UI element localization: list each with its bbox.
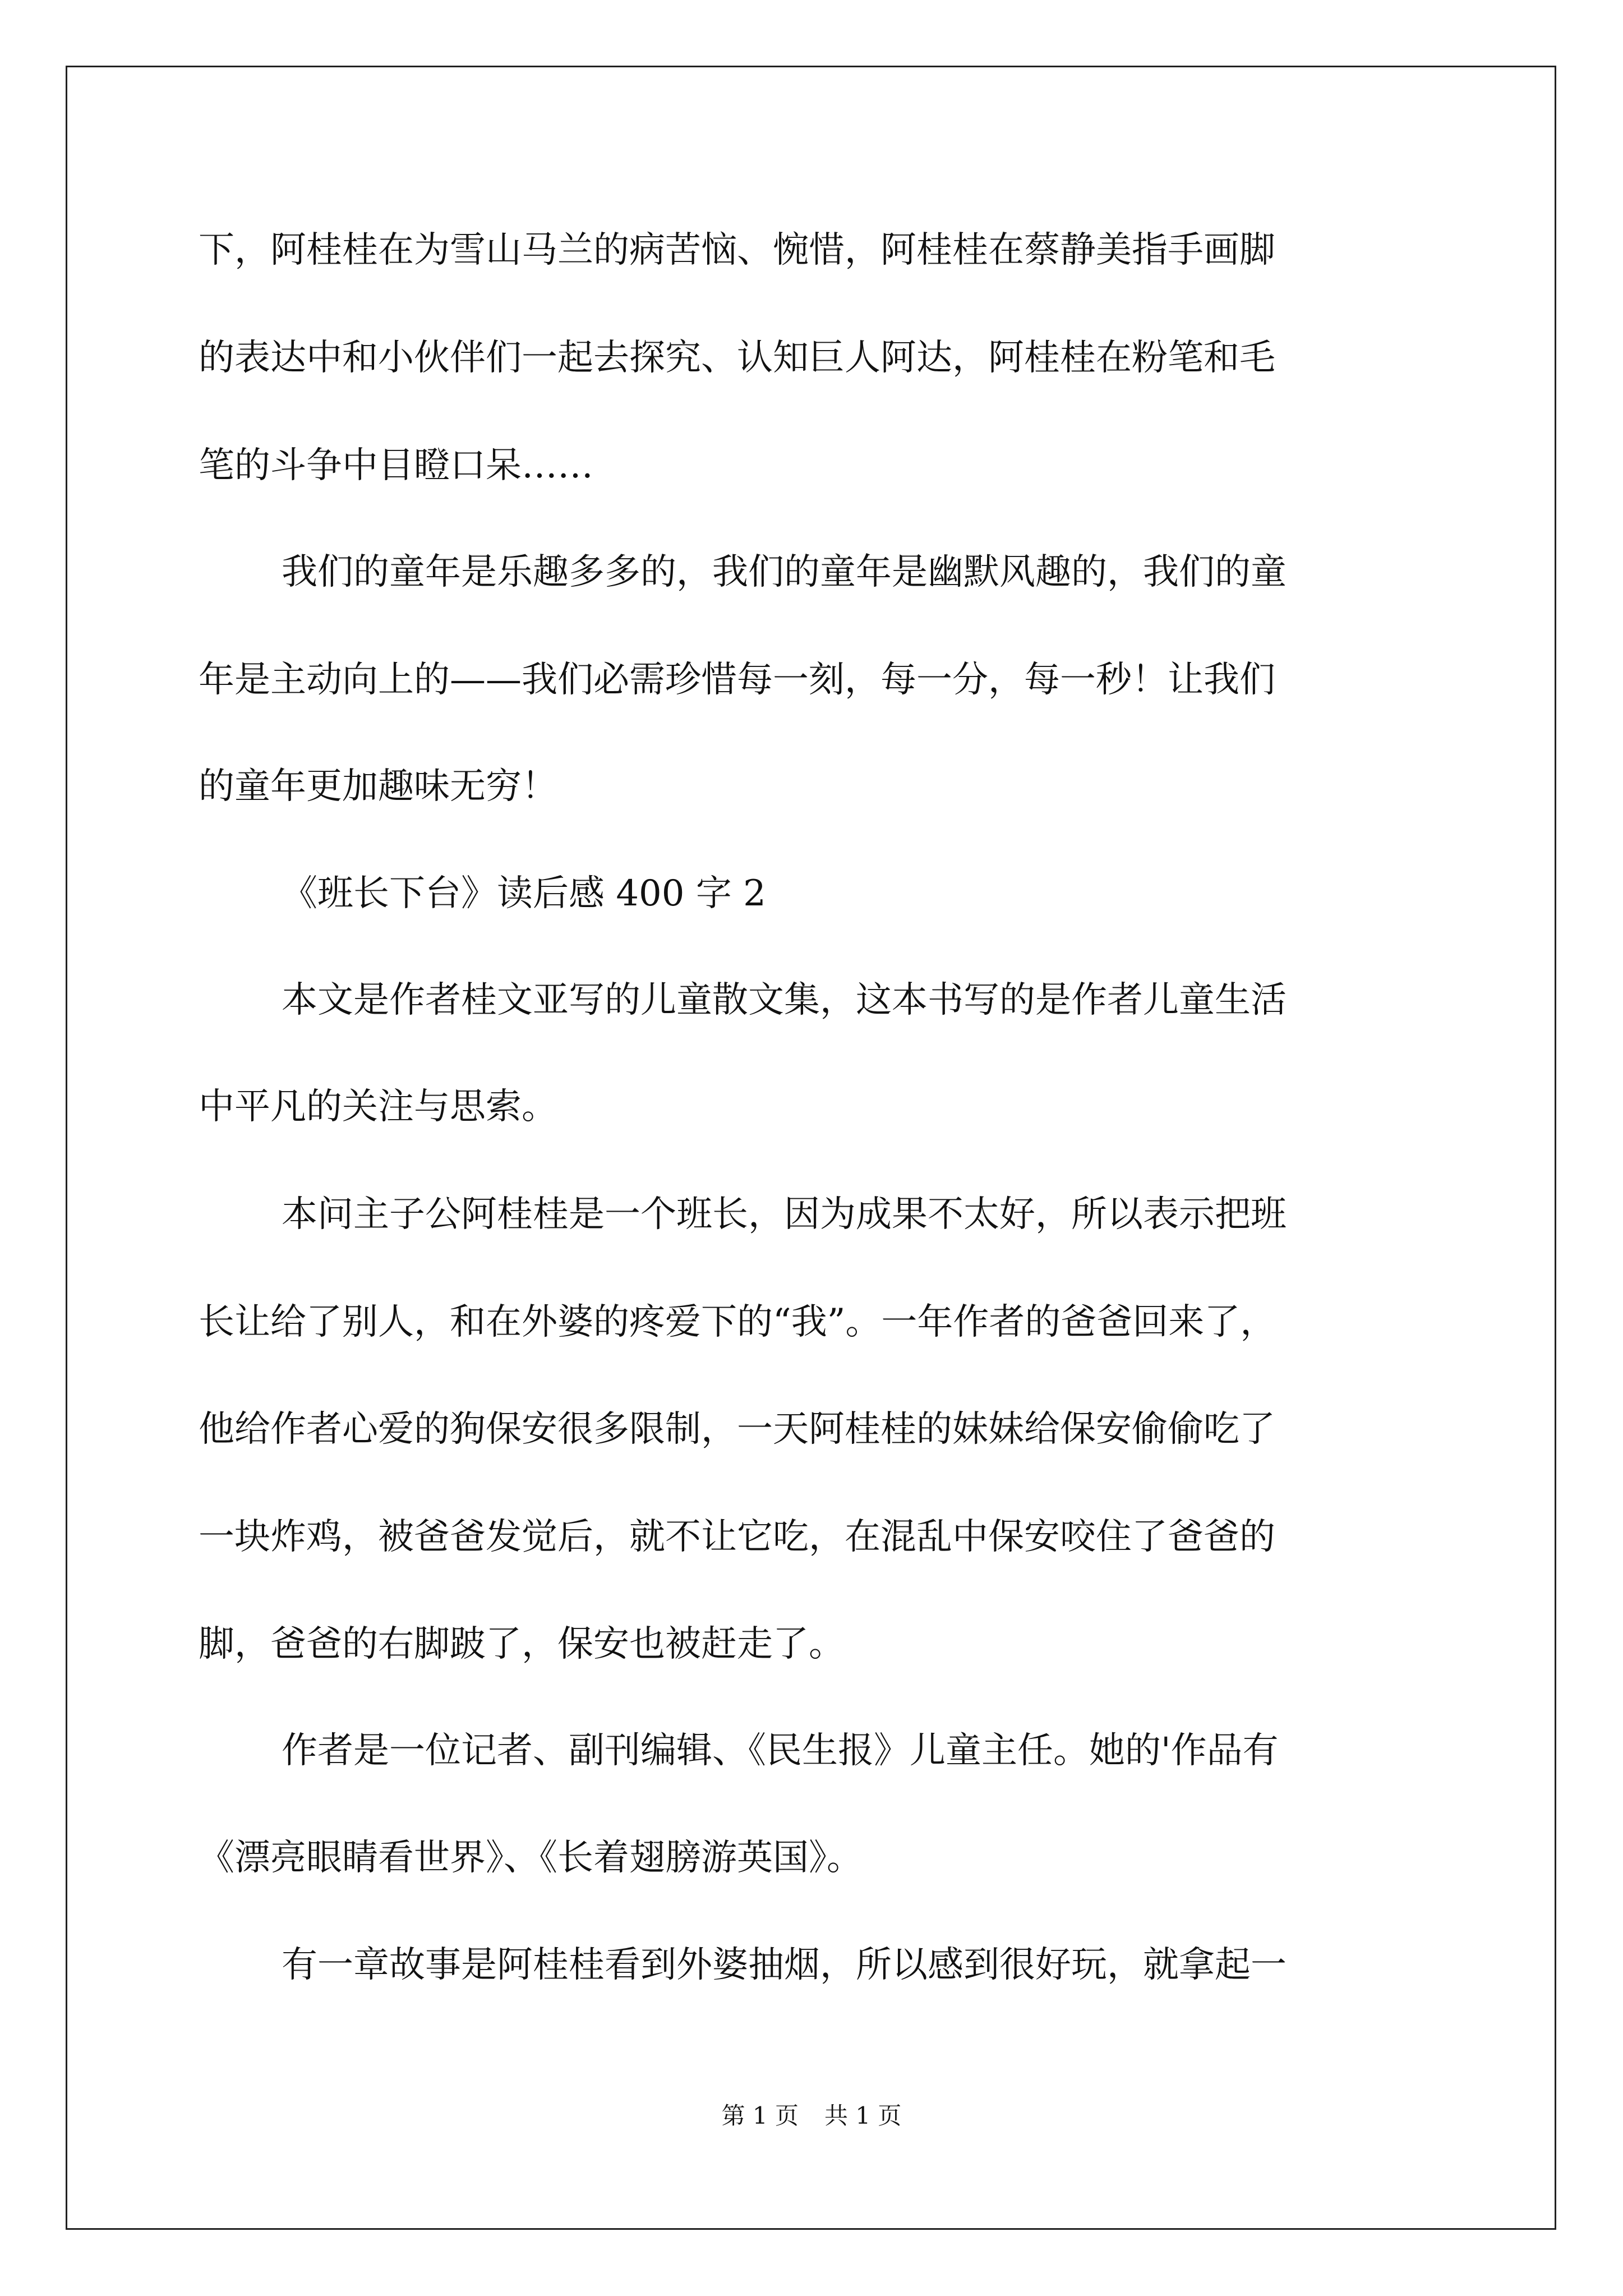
page-footer bbox=[0, 2101, 1623, 2131]
text-line-3: 笔的斗争中目瞪口呆…… bbox=[199, 445, 593, 486]
page-number: 第 1 页 bbox=[721, 2102, 799, 2129]
page-border bbox=[66, 66, 1556, 2230]
text-line-11: 长让给了别人，和在外婆的疼爱下的“我”。一年作者的爸爸回来了， bbox=[199, 1301, 1276, 1343]
text-line-8: 本文是作者桂文亚写的儿童散文集，这本书写的是作者儿童生活 bbox=[282, 979, 1287, 1021]
text-line-9: 中平凡的关注与思索。 bbox=[199, 1086, 557, 1128]
text-line-15: 作者是一位记者、副刊编辑、《民生报》儿童主任。她的'作品有 bbox=[282, 1730, 1279, 1772]
text-line-13: 一块炸鸡，被爸爸发觉后，就不让它吃，在混乱中保安咬住了爸爸的 bbox=[199, 1516, 1275, 1558]
text-line-6: 的童年更加趣味无穷！ bbox=[199, 766, 557, 807]
text-line-5: 年是主动向上的——我们必需珍惜每一刻，每一分，每一秒！让我们 bbox=[199, 659, 1275, 701]
section-heading: 《班长下台》读后感 400 字 2 bbox=[282, 873, 766, 914]
text-line-10: 本问主子公阿桂桂是一个班长，因为成果不太好，所以表示把班 bbox=[282, 1194, 1287, 1235]
text-line-1: 下，阿桂桂在为雪山马兰的病苦恼、惋惜，阿桂桂在蔡静美指手画脚 bbox=[199, 229, 1275, 271]
text-line-17: 有一章故事是阿桂桂看到外婆抽烟，所以感到很好玩，就拿起一 bbox=[282, 1944, 1287, 1986]
text-line-16: 《漂亮眼睛看世界》、《长着翅膀游英国》。 bbox=[199, 1837, 863, 1879]
text-line-4: 我们的童年是乐趣多多的，我们的童年是幽默风趣的，我们的童 bbox=[282, 551, 1287, 593]
text-line-12: 他给作者心爱的狗保安很多限制，一天阿桂桂的妹妹给保安偷偷吃了 bbox=[199, 1409, 1275, 1450]
text-line-2: 的表达中和小伙伴们一起去探究、认知巨人阿达，阿桂桂在粉笔和毛 bbox=[199, 337, 1275, 379]
page-total: 共 1 页 bbox=[824, 2102, 902, 2129]
text-line-14: 脚，爸爸的右脚跛了，保安也被赶走了。 bbox=[199, 1623, 845, 1665]
